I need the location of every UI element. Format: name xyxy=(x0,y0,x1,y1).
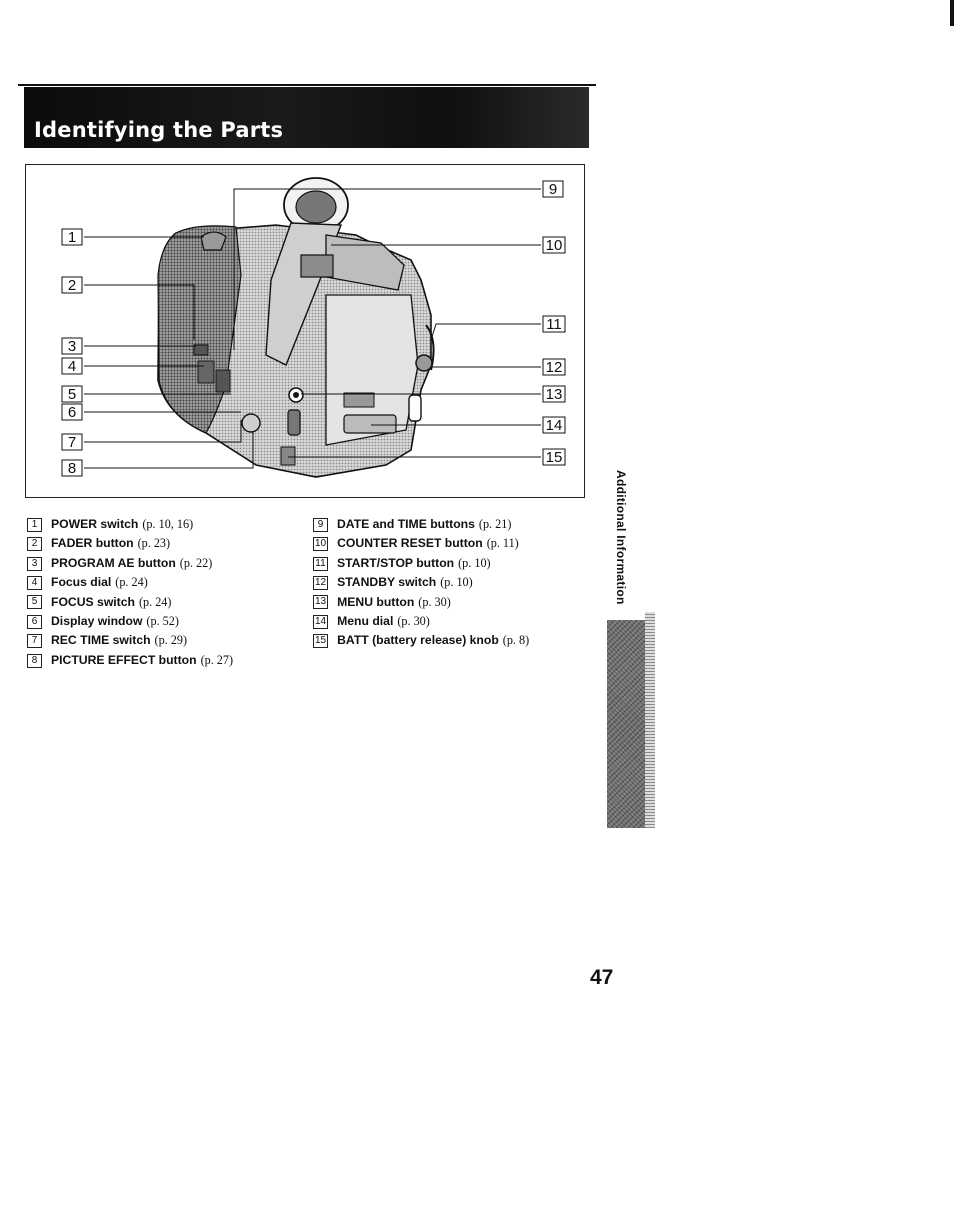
item-name: REC TIME switch xyxy=(51,633,151,648)
svg-text:11: 11 xyxy=(546,316,562,333)
camcorder-illustration xyxy=(26,165,586,499)
item-page-ref: (p. 10) xyxy=(440,575,473,590)
item-name: PICTURE EFFECT button xyxy=(51,652,197,667)
item-page-ref: (p. 23) xyxy=(137,536,171,551)
item-number: 5 xyxy=(27,595,42,609)
callout-12 xyxy=(543,359,565,376)
item-number: 3 xyxy=(27,557,42,571)
camcorder-body xyxy=(158,178,434,477)
item-page-ref: (p. 30) xyxy=(397,614,430,629)
item-name: STANDBY switch xyxy=(337,575,437,590)
item-name: PROGRAM AE button xyxy=(51,555,176,570)
callout-1 xyxy=(62,229,82,246)
legend-item xyxy=(313,631,529,650)
legend-item xyxy=(313,534,529,553)
section-header-bar xyxy=(24,87,589,148)
svg-text:10: 10 xyxy=(545,237,563,254)
item-name: BATT (battery release) knob xyxy=(337,633,499,648)
svg-text:15: 15 xyxy=(545,449,563,466)
section-side-tab: Additional Information xyxy=(614,470,628,605)
item-page-ref: (p. 22) xyxy=(179,555,213,570)
item-number: 2 xyxy=(27,537,42,551)
item-name: Display window xyxy=(51,614,143,629)
item-number: 1 xyxy=(27,518,42,532)
page-title: Identifying the Parts xyxy=(34,118,284,142)
item-page-ref: (p. 24) xyxy=(138,594,172,609)
legend-item xyxy=(313,612,529,631)
item-name: COUNTER RESET button xyxy=(337,536,483,551)
item-number: 9 xyxy=(313,518,328,532)
svg-text:13: 13 xyxy=(545,386,563,403)
callout-9 xyxy=(543,181,563,198)
svg-text:5: 5 xyxy=(67,386,77,403)
item-name: POWER switch xyxy=(51,517,139,531)
item-page-ref: (p. 52) xyxy=(146,614,179,629)
callout-4 xyxy=(62,358,82,375)
callout-13 xyxy=(543,386,565,403)
item-page-ref: (p. 27) xyxy=(200,652,234,667)
svg-text:4: 4 xyxy=(67,358,77,375)
callout-14 xyxy=(543,417,565,434)
item-number: 12 xyxy=(315,576,327,588)
item-number: 6 xyxy=(27,615,42,629)
item-number: 15 xyxy=(315,635,327,647)
legend-item xyxy=(27,631,233,650)
item-number: 13 xyxy=(315,596,327,608)
legend-item xyxy=(27,651,233,670)
legend-item xyxy=(27,515,233,534)
item-page-ref: (p. 10) xyxy=(458,555,491,570)
item-name: MENU button xyxy=(337,594,415,609)
camcorder-figure xyxy=(25,164,585,498)
legend-item xyxy=(27,534,233,553)
svg-text:8: 8 xyxy=(67,460,77,477)
legend-item xyxy=(27,612,233,631)
item-page-ref: (p. 10, 16) xyxy=(142,517,194,531)
item-name: Menu dial xyxy=(337,614,394,629)
item-page-ref: (p. 21) xyxy=(478,517,512,531)
item-name: START/STOP button xyxy=(337,555,455,570)
thumb-index-fringe xyxy=(645,612,655,828)
callout-3 xyxy=(62,338,82,355)
item-number: 11 xyxy=(313,557,328,571)
legend-item xyxy=(27,554,233,573)
legend-item xyxy=(313,554,529,573)
svg-text:12: 12 xyxy=(545,359,563,376)
svg-text:2: 2 xyxy=(67,277,77,294)
svg-text:14: 14 xyxy=(545,417,563,434)
item-page-ref: (p. 24) xyxy=(115,575,148,590)
header-rule xyxy=(18,84,596,86)
legend-item xyxy=(27,573,233,592)
item-name: FADER button xyxy=(51,536,134,551)
item-number: 7 xyxy=(27,634,42,648)
svg-text:7: 7 xyxy=(67,434,77,451)
item-number: 14 xyxy=(315,615,327,627)
item-page-ref: (p. 11) xyxy=(486,536,519,551)
callout-2 xyxy=(62,277,82,294)
callout-10 xyxy=(543,237,565,254)
item-page-ref: (p. 29) xyxy=(154,633,188,648)
svg-text:6: 6 xyxy=(67,404,77,421)
callout-8 xyxy=(62,460,82,477)
svg-text:9: 9 xyxy=(548,181,558,198)
item-name: Focus dial xyxy=(51,575,112,590)
item-name: DATE and TIME buttons xyxy=(337,517,475,531)
legend-item xyxy=(27,593,233,612)
section-thumb-index xyxy=(607,620,645,828)
legend-item xyxy=(313,573,529,592)
parts-legend-left xyxy=(27,515,233,670)
callout-15 xyxy=(543,449,565,466)
callout-7 xyxy=(62,434,82,451)
legend-item xyxy=(313,515,529,534)
item-page-ref: (p. 8) xyxy=(502,633,530,648)
callout-11 xyxy=(543,316,565,333)
svg-text:1: 1 xyxy=(67,229,77,246)
page-edge-mark xyxy=(950,0,954,26)
page-number: 47 xyxy=(590,966,614,989)
legend-item xyxy=(313,593,529,612)
callout-6 xyxy=(62,404,82,421)
item-number: 8 xyxy=(27,654,42,668)
parts-legend-right xyxy=(313,515,529,651)
item-number: 10 xyxy=(315,538,327,550)
item-page-ref: (p. 30) xyxy=(418,594,451,609)
item-name: FOCUS switch xyxy=(51,594,135,609)
item-number: 4 xyxy=(27,576,42,590)
svg-text:3: 3 xyxy=(67,338,77,355)
callout-5 xyxy=(62,386,82,403)
